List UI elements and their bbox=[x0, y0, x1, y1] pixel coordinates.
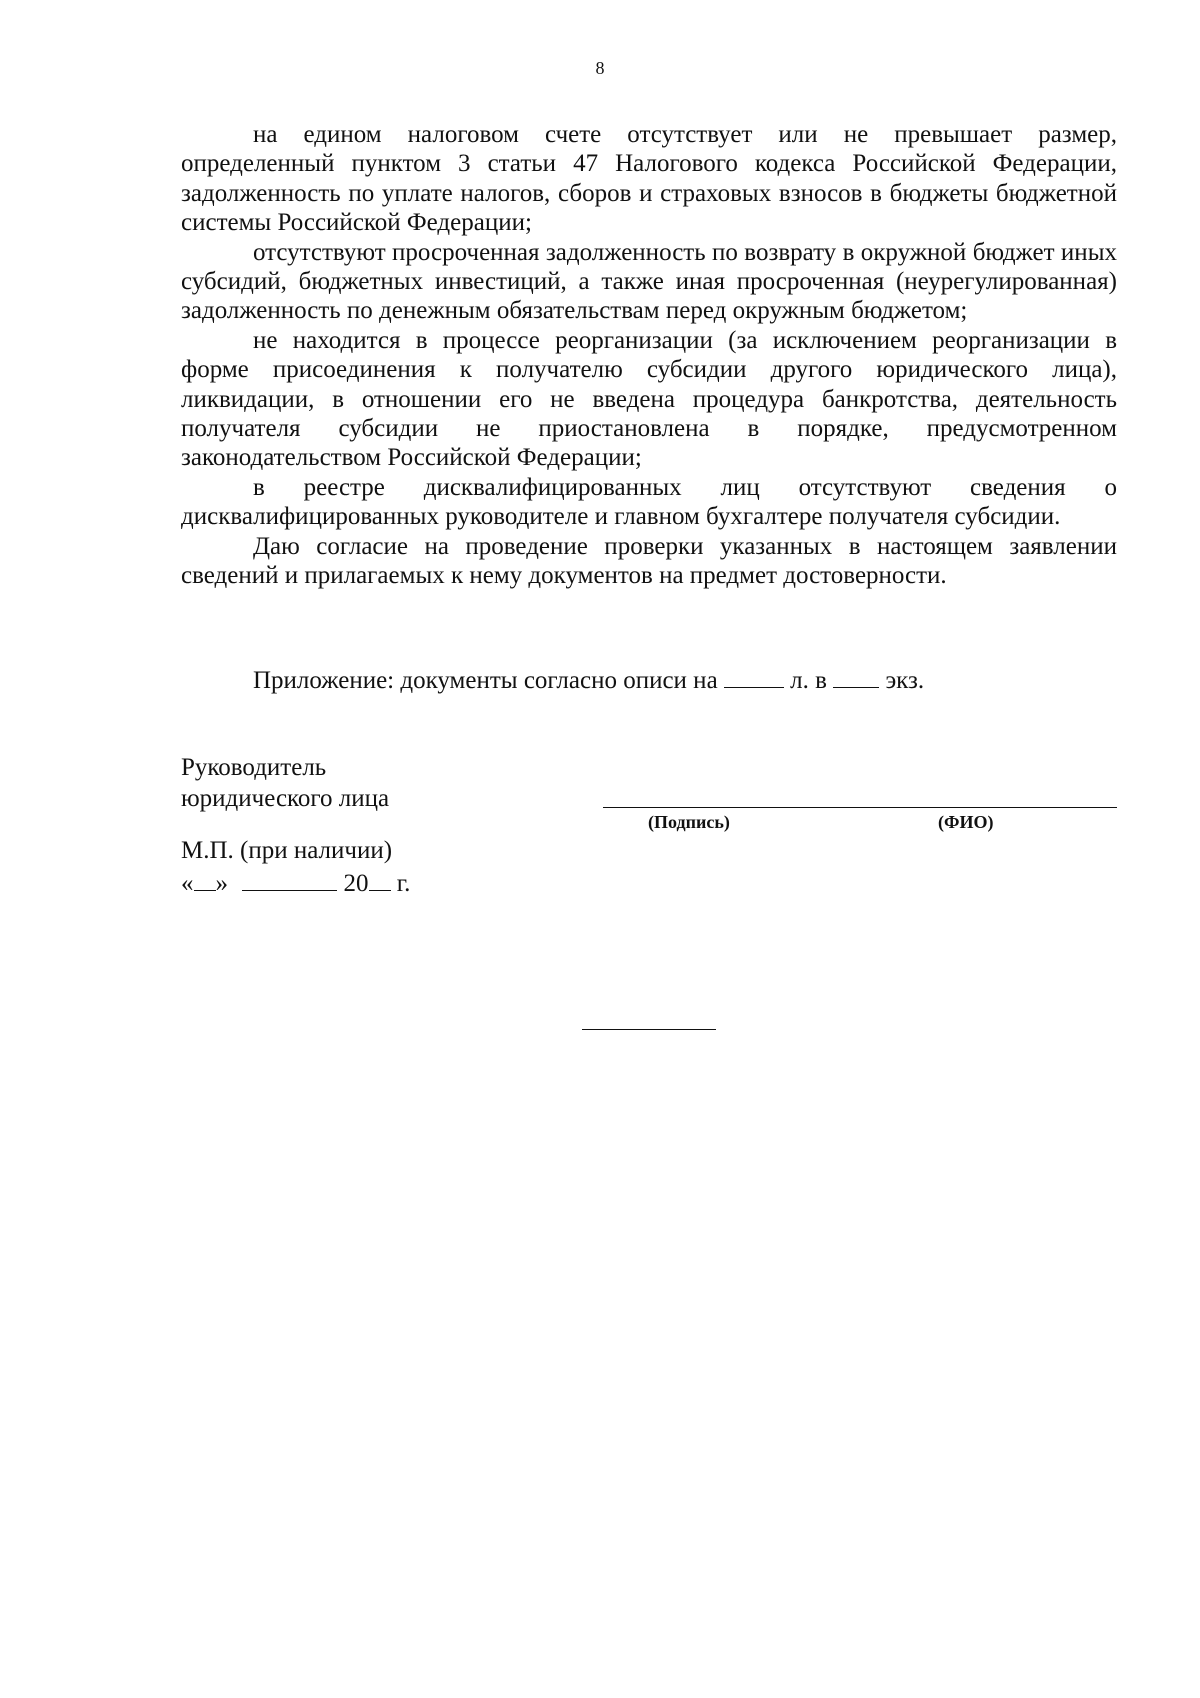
appendix-copies-unit: экз. bbox=[885, 667, 925, 694]
year-prefix: 20 bbox=[343, 870, 369, 897]
appendix-prefix: Приложение: документы согласно описи на bbox=[253, 667, 718, 694]
sheets-blank bbox=[724, 665, 784, 688]
date-close-quote: » bbox=[215, 870, 228, 897]
signatory-label bbox=[181, 752, 389, 814]
appendix-line bbox=[253, 665, 924, 696]
appendix-sheets-unit: л. в bbox=[790, 667, 827, 694]
year-blank bbox=[369, 868, 391, 891]
end-rule bbox=[582, 1029, 716, 1030]
signatory-role-line1: Руководитель bbox=[181, 754, 327, 781]
page-number: 8 bbox=[595, 58, 605, 78]
paragraph-disqualified-registry: в реестре дисквалифицированных лиц отсутствуют сведения о дисквалифицированных руководителе и главном бухгалтере получателя субсидии. bbox=[181, 473, 1117, 531]
stamp-label: М.П. (при наличии) bbox=[181, 837, 393, 864]
body-text bbox=[181, 120, 1117, 591]
paragraph-tax-debt: на едином налоговом счете отсутствует или не превышает размер, определенный пунктом 3 статьи 47 Налогового кодекса Российской Федерации, задолженность по уплате налогов, сборов и страховых взносов в бюджеты бюджетной системы Российской Федерации; bbox=[181, 121, 1117, 237]
day-blank bbox=[194, 868, 216, 891]
paragraph-reorganization: не находится в процессе реорганизации (за исключением реорганизации в форме присоединения к получателю субсидии другого юридического лица), ликвидации, в отношении его не введена процедура банкротства, деятельность получателя субсидии не приостановлена в порядке, предусмотренном законодательством Российской Федерации; bbox=[181, 326, 1117, 472]
name-caption: (ФИО) bbox=[938, 812, 994, 832]
paragraph-consent: Даю согласие на проведение проверки указанных в настоящем заявлении сведений и прилагаемых к нему документов на предмет достоверности. bbox=[181, 532, 1117, 590]
paragraph-overdue-debt: отсутствуют просроченная задолженность по возврату в окружной бюджет иных субсидий, бюджетных инвестиций, а также иная просроченная (неурегулированная) задолженность по денежным обязательствам перед окружным бюджетом; bbox=[181, 238, 1117, 325]
date-open-quote: « bbox=[181, 870, 194, 897]
year-suffix: г. bbox=[396, 870, 411, 897]
date-line bbox=[181, 867, 410, 900]
signature-caption: (Подпись) bbox=[648, 812, 730, 832]
copies-blank bbox=[833, 665, 879, 688]
signature-line bbox=[603, 807, 1117, 808]
month-blank bbox=[242, 868, 337, 891]
signatory-role-line2: юридического лица bbox=[181, 785, 390, 812]
